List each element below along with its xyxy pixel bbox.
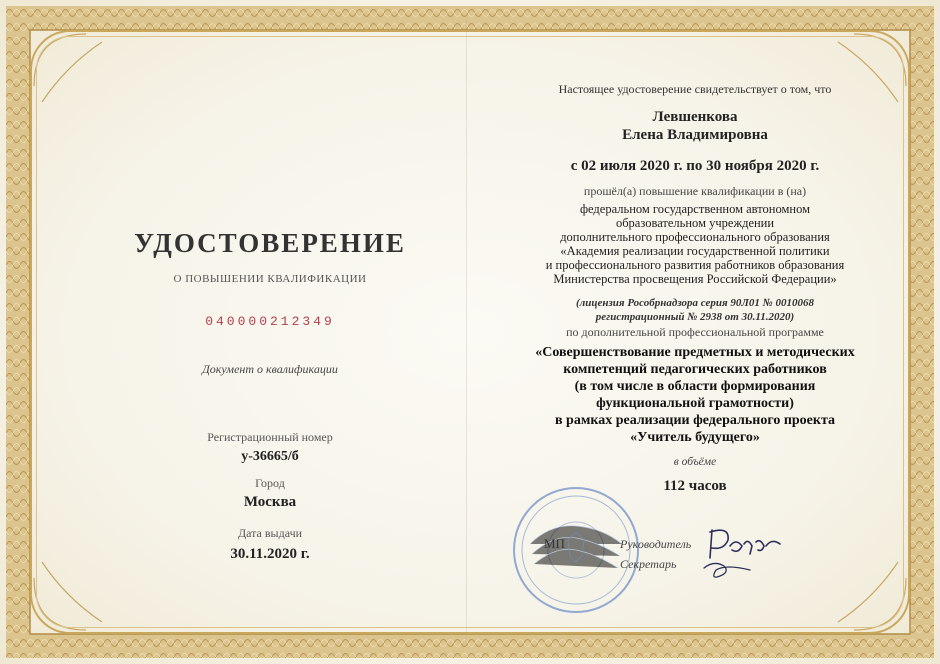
- registration-number: у-36665/б: [241, 449, 299, 464]
- organization-line: образовательном учреждении: [615, 216, 775, 230]
- program-line: «Совершенствование предметных и методических: [535, 345, 855, 360]
- issue-date-label: Дата выдачи: [237, 526, 303, 540]
- program-line: «Учитель будущего»: [630, 430, 760, 445]
- organization-line: Министерства просвещения Российской Федерации»: [553, 272, 837, 286]
- training-period: с 02 июля 2020 г. по 30 ноября 2020 г.: [570, 158, 820, 174]
- hours-value: 112 часов: [663, 478, 727, 494]
- intro-text: Настоящее удостоверение свидетельствует о том, что: [558, 82, 832, 96]
- city-value: Москва: [243, 494, 297, 510]
- holder-given-names: Елена Владимировна: [622, 127, 768, 143]
- organization-line: и профессионального развития работников образования: [545, 258, 845, 272]
- city-label: Город: [255, 476, 285, 490]
- serial-number: 040000212349: [205, 314, 335, 329]
- issue-date: 30.11.2020 г.: [230, 546, 310, 562]
- organization-line: федеральном государственном автономном: [579, 202, 811, 216]
- program-line: в рамках реализации федерального проекта: [554, 413, 836, 428]
- handwritten-signature: [690, 520, 800, 590]
- organization-line: «Академия реализации государственной политики: [560, 244, 830, 258]
- holder-name: [500, 108, 890, 144]
- organization-name: [500, 202, 890, 286]
- registration-label: Регистрационный номер: [207, 430, 333, 444]
- program-line: (в том числе в области формирования: [574, 379, 816, 394]
- passed-text: прошёл(а) повышение квалификации в (на): [583, 184, 807, 198]
- volume-label: в объёме: [673, 456, 717, 468]
- page-fold: [466, 20, 467, 644]
- license-line: (лицензия Рособрнадзора серия 90Л01 № 0010068: [575, 297, 814, 309]
- document-subtitle: О ПОВЫШЕНИИ КВАЛИФИКАЦИИ: [173, 273, 367, 285]
- program-line: компетенций педагогических работников: [563, 362, 827, 377]
- document-type: Документ о квалификации: [202, 362, 338, 376]
- license-info: [500, 296, 890, 324]
- holder-surname: Левшенкова: [652, 109, 738, 125]
- head-label: Руководитель: [620, 537, 692, 551]
- secretary-label: Секретарь: [620, 557, 677, 571]
- program-title: [500, 344, 890, 446]
- license-line: регистрационный № 2938 от 30.11.2020): [595, 311, 795, 323]
- program-intro: по дополнительной профессиональной программе: [566, 325, 824, 339]
- organization-line: дополнительного профессионального образования: [560, 230, 830, 244]
- document-title: УДОСТОВЕРЕНИЕ: [134, 228, 406, 258]
- program-line: функциональной грамотности): [596, 396, 794, 411]
- stamp-label: МП: [544, 536, 565, 551]
